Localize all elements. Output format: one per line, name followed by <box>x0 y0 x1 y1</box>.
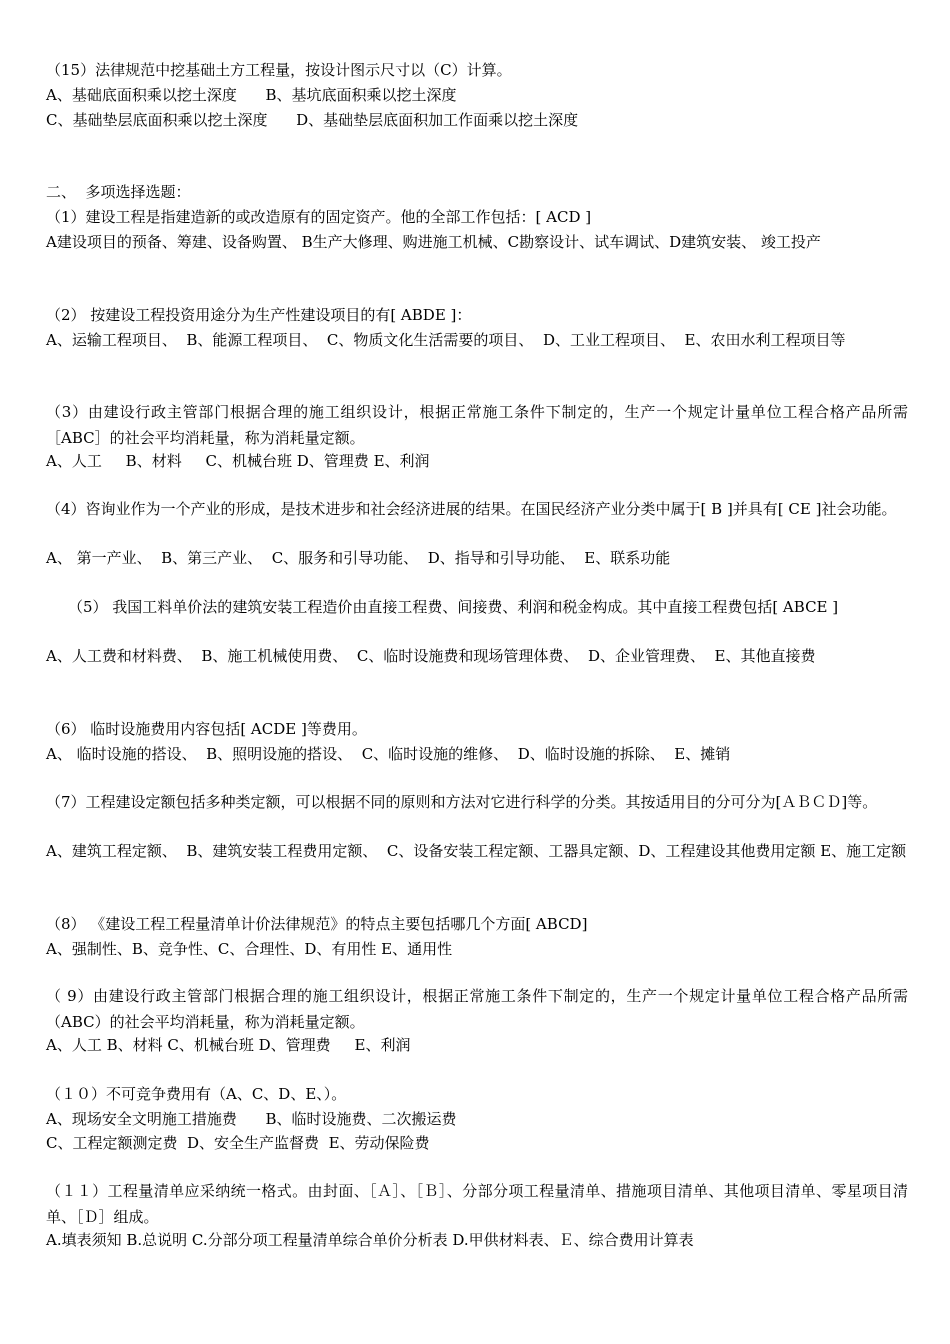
m11-options: A.填表须知 B.总说明 C.分部分项工程量清单综合单价分析表 D.甲供材料表、Ｅ、综合费用计算表 <box>46 1231 694 1249</box>
q15-options-ab: A、基础底面积乘以挖土深度 B、基坑底面积乘以挖土深度 <box>46 86 457 104</box>
m4-options: A、 第一产业、 B、第三产业、 C、服务和引导功能、 D、指导和引导功能、 E、联系功能 <box>46 549 671 567</box>
m5-options: A、人工费和材料费、 B、施工机械使用费、 C、临时设施费和现场管理体费、 D、企业管理费、 E、其他直接费 <box>46 647 816 665</box>
m4-stem: （4）咨询业作为一个产业的形成，是技术进步和社会经济进展的结果。在国民经济产业分类中属于[ B ]并具有[ CE ]社会功能。 <box>46 500 897 518</box>
m10-stem: （１０）不可竞争费用有（A、C、D、E、）。 <box>46 1085 347 1103</box>
m8-options: A、强制性、B、竞争性、C、合理性、D、有用性 E、通用性 <box>46 940 453 958</box>
m8-stem: （8） 《建设工程工程量清单计价法律规范》的特点主要包括哪几个方面[ ABCD] <box>46 915 588 933</box>
m5-stem: （5） 我国工料单价法的建筑安装工程造价由直接工程费、间接费、利润和税金构成。其中直接工程费包括[ ABCE ] <box>68 598 839 616</box>
m2-options: A、运输工程项目、 B、能源工程项目、 C、物质文化生活需要的项目、 D、工业工程项目、 E、农田水利工程项目等 <box>46 331 846 349</box>
m9-options: A、人工 B、材料 C、机械台班 D、管理费 E、利润 <box>46 1036 411 1054</box>
m10-options-ab: A、现场安全文明施工措施费 B、临时设施费、二次搬运费 <box>46 1110 457 1128</box>
m2-stem: （2） 按建设工程投资用途分为生产性建设项目的有[ ABDE ]： <box>46 306 472 324</box>
m1-stem: （1）建设工程是指建造新的或改造原有的固定资产。他的全部工作包括：[ ACD ] <box>46 208 592 226</box>
m11-stem: （１１）工程量清单应采纳统一格式。由封面、［Ａ］、［Ｂ］、分部分项工程量清单、措施项目清单、其他项目清单、零星项目清单、［Ｄ］组成。 <box>46 1182 908 1226</box>
m10-options-cde: C、工程定额测定费 D、安全生产监督费 E、劳动保险费 <box>46 1134 430 1152</box>
m3-options: A、人工 B、材料 C、机械台班 D、管理费 E、利润 <box>46 452 430 470</box>
m9-stem: （ 9）由建设行政主管部门根据合理的施工组织设计，根据正常施工条件下制定的，生产一个规定计量单位工程合格产品所需（ABC）的社会平均消耗量，称为消耗量定额。 <box>46 987 908 1031</box>
q15-options-cd: C、基础垫层底面积乘以挖土深度 D、基础垫层底面积加工作面乘以挖土深度 <box>46 111 579 129</box>
q15-stem: （15）法律规范中挖基础土方工程量，按设计图示尺寸以（C）计算。 <box>46 61 512 79</box>
m6-options: A、 临时设施的搭设、 B、照明设施的搭设、 C、临时设施的维修、 D、临时设施的拆除、 E、摊销 <box>46 745 731 763</box>
m7-stem: （7）工程建设定额包括多种类定额，可以根据不同的原则和方法对它进行科学的分类。其按适用目的分可分为[ＡＢＣＤ]等。 <box>46 793 878 811</box>
m1-options: A建设项目的预备、筹建、设备购置、 B生产大修理、购进施工机械、C勘察设计、试车调试、D建筑安装、 竣工投产 <box>46 233 821 251</box>
m7-options: A、建筑工程定额、 B、建筑安装工程费用定额、 C、设备安装工程定额、工器具定额、D、工程建设其他费用定额 E、施工定额 <box>46 842 907 860</box>
m3-stem: （3）由建设行政主管部门根据合理的施工组织设计，根据正常施工条件下制定的，生产一个规定计量单位工程合格产品所需［ABC］的社会平均消耗量，称为消耗量定额。 <box>46 403 908 447</box>
section-heading-multiple-choice: 二、 多项选择选题： <box>46 183 191 201</box>
m6-stem: （6） 临时设施费用内容包括[ ACDE ]等费用。 <box>46 720 367 738</box>
